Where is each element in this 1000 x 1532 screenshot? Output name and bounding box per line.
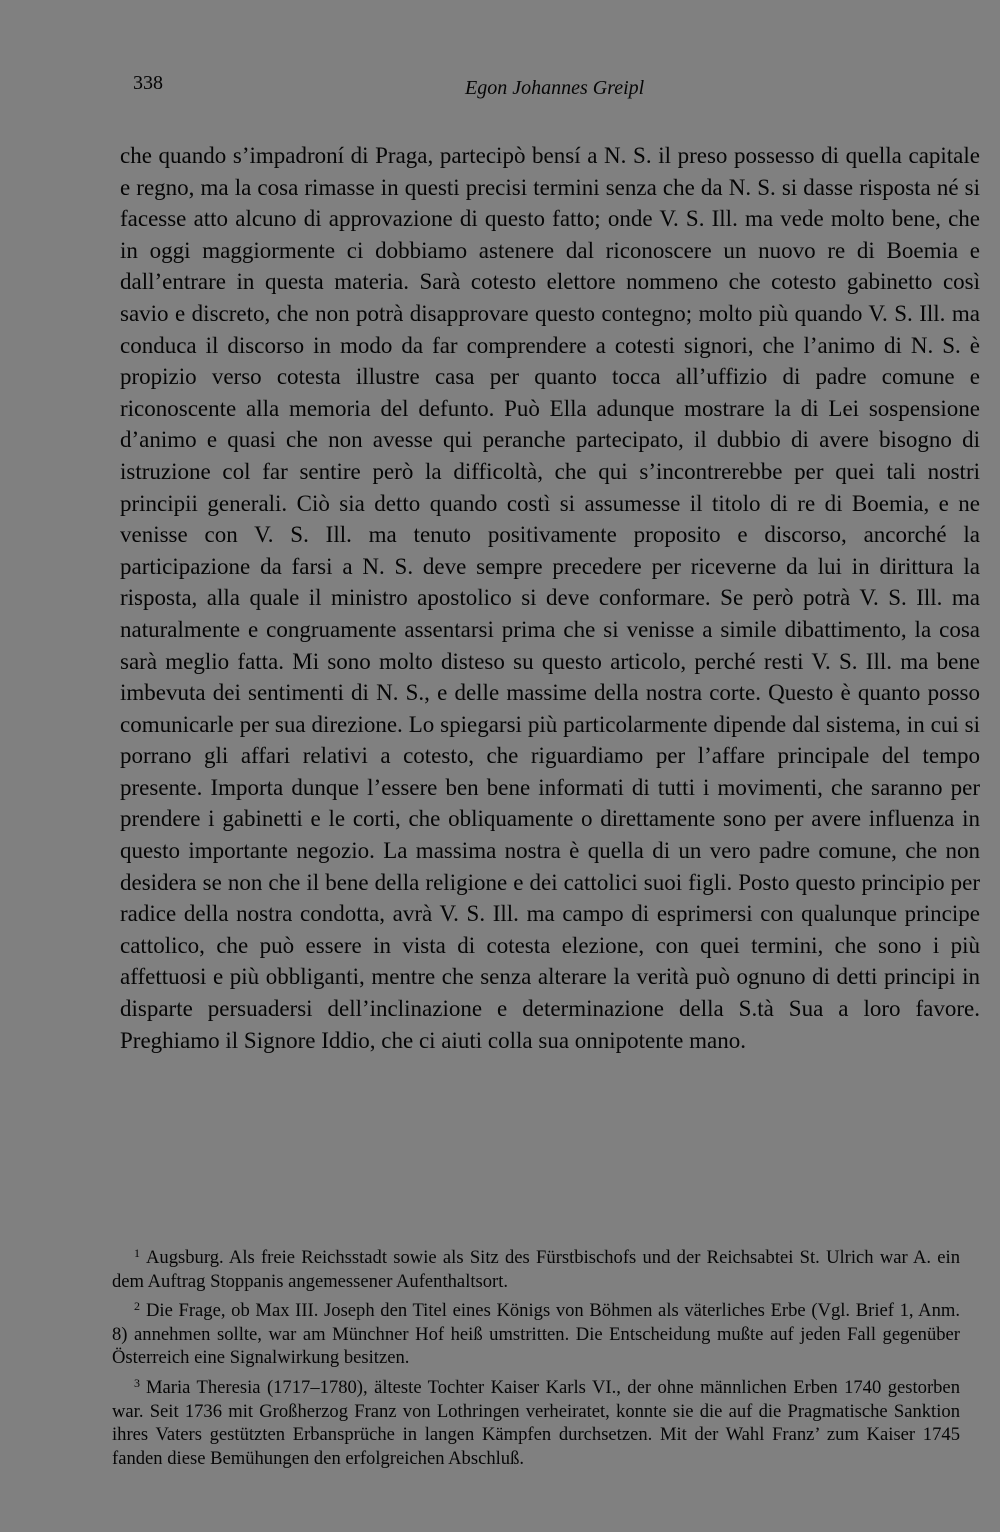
footnote-text: Die Frage, ob Max III. Joseph den Titel eines Königs von Böhmen als väterliches Erbe (Vgl. Brief 1, Anm. 8) annehmen sollte, war am Münchner Hof heiß umstritten. Die Entscheidung mußte auf jeden Fall gegenüber Österreich eine Signalwirkung besitzen. (112, 1300, 960, 1369)
footnote-1 (112, 1242, 960, 1293)
footnote-3 (112, 1372, 960, 1470)
footnote-text: Maria Theresia (1717–1780), älteste Tochter Kaiser Karls VI., der ohne männlichen Erben 1740 gestorben war. Seit 1736 mit Großherzog Franz von Lothringen verheiratet, konnte sie die auf die Pragmatische Sanktion ihres Vaters gestützten Erbansprüche in langen Kämpfen durchsetzen. Mit der Wahl Franz’ zum Kaiser 1745 fanden diese Bemühungen den erfolgreichen Abschluß. (112, 1376, 960, 1469)
footnotes (112, 1242, 960, 1472)
footnote-marker: 1 (134, 1246, 140, 1260)
footnote-marker: 3 (134, 1375, 140, 1390)
main-text (120, 140, 980, 1056)
page-number: 338 (133, 72, 163, 94)
body-paragraph: che quando s’impadroní di Praga, partecipò bensí a N. S. il preso possesso di quella capitale e regno, ma la cosa rimasse in questi precisi termini senza che da N. S. si dasse risposta né si facesse atto alcuno di approvazione di questo fatto; onde V. S. Ill. ma vede molto bene, che in oggi maggiormente ci dobbiamo astenere dal riconoscere un nuovo re di Boemia e dall’entrare in questa materia. Sarà cotesto elettore nommeno che cotesto gabinetto così savio e discreto, che non potrà disapprovare questo contegno; molto più quando V. S. Ill. ma conduca il discorso in modo da far comprendere a cotesti signori, che l’animo di N. S. è propizio verso cotesta illustre casa per quanto tocca all’uffizio di padre comune e riconoscente alla memoria del defunto. Può Ella adunque mostrare la di Lei sospensione d’animo e quasi che non avesse qui peranche partecipato, il dubbio di avere bisogno di istruzione col far sentire però la difficoltà, che qui s’incontrerebbe per quei tali nostri principii generali. Ciò sia detto quando costì si assumesse il titolo di re di Boemia, e ne venisse con V. S. Ill. ma tenuto positivamente proposito e discorso, ancorché la participazione da farsi a N. S. deve sempre precedere per riceverne da lui in dirittura la risposta, alla quale il ministro apostolico si deve conformare. Se però potrà V. S. Ill. ma naturalmente e congruamente assentarsi prima che si venisse a simile dibattimento, la cosa sarà meglio fatta. Mi sono molto disteso su questo articolo, perché resti V. S. Ill. ma bene imbevuta dei sentimenti di N. S., e delle massime della nostra corte. Questo è quanto posso comunicarle per sua direzione. Lo spiegarsi più particolarmente dipende dal sistema, in cui si porrano gli affari relativi a cotesto, che riguardiamo per l’affare principale del tempo presente. Importa dunque l’essere ben bene informati di tutti i movimenti, che saranno per prendere i gabinetti e le corti, che obliquamente o direttamente sono per avere influenza in questo importante negozio. La massima nostra è quella di un vero padre comune, che non desidera se non che il bene della religione e dei cattolici suoi figli. Posto questo principio per radice della nostra condotta, avrà V. S. Ill. ma campo di esprimersi con qualunque principe cattolico, che può essere in vista di cotesta elezione, con quei termini, che sono i più affettuosi e più obbliganti, mentre che senza alterare la verità può ognuno di detti principi in disparte persuadersi dell’inclinazione e determinazione della S.tà Sua a loro favore. Preghiamo il Signore Iddio, che ci aiuti colla sua onnipotente mano. (120, 143, 980, 1053)
footnote-text: Augsburg. Als freie Reichsstadt sowie als Sitz des Fürstbischofs und der Reichsabtei St. Ulrich war A. ein dem Auftrag Stoppanis angemessener Aufenthaltsort. (112, 1247, 960, 1292)
footnote-marker: 2 (134, 1299, 140, 1314)
running-title: Egon Johannes Greipl (465, 77, 645, 99)
footnote-2 (112, 1295, 960, 1370)
running-header (133, 72, 978, 102)
